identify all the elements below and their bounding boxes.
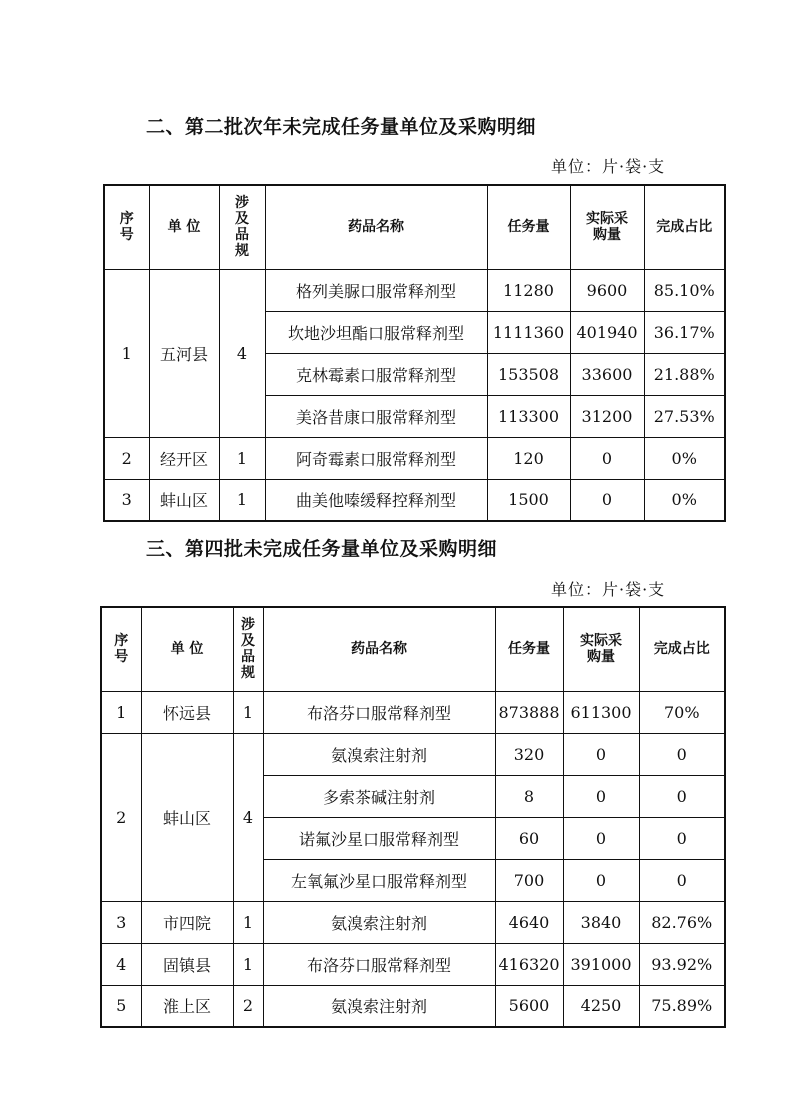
actual-cell: 401940 [570, 311, 644, 353]
unit-cell: 市四院 [141, 901, 233, 943]
seq-cell: 2 [104, 437, 149, 479]
header-actual: 实际采购量 [563, 607, 639, 691]
task-cell: 153508 [487, 353, 570, 395]
actual-cell: 0 [570, 437, 644, 479]
actual-cell: 0 [563, 733, 639, 775]
actual-cell: 9600 [570, 269, 644, 311]
drug-name-cell: 美洛昔康口服常释剂型 [265, 395, 487, 437]
involved-count-cell: 1 [219, 479, 265, 521]
section2-table [103, 184, 726, 522]
actual-cell: 611300 [563, 691, 639, 733]
task-cell: 873888 [495, 691, 563, 733]
unit-cell: 淮上区 [141, 985, 233, 1027]
ratio-cell: 82.76% [639, 901, 725, 943]
task-cell: 1500 [487, 479, 570, 521]
ratio-cell: 0% [644, 479, 725, 521]
drug-name-cell: 氨溴索注射剂 [263, 901, 495, 943]
drug-name-cell: 诺氟沙星口服常释剂型 [263, 817, 495, 859]
header-unit: 单 位 [141, 607, 233, 691]
section3-unit-note: 单位：片·袋·支 [551, 580, 666, 599]
header-task: 任务量 [487, 185, 570, 269]
ratio-cell: 0 [639, 733, 725, 775]
section3-table [100, 606, 726, 1028]
drug-name-cell: 左氧氟沙星口服常释剂型 [263, 859, 495, 901]
involved-count-cell: 1 [233, 943, 263, 985]
ratio-cell: 0 [639, 859, 725, 901]
task-cell: 1111360 [487, 311, 570, 353]
unit-cell: 蚌山区 [141, 733, 233, 901]
header-seq: 序号 [101, 607, 141, 691]
header-involved: 涉及品规 [233, 607, 263, 691]
unit-cell: 怀远县 [141, 691, 233, 733]
header-actual: 实际采购量 [570, 185, 644, 269]
drug-name-cell: 氨溴索注射剂 [263, 733, 495, 775]
drug-name-cell: 曲美他嗪缓释控释剂型 [265, 479, 487, 521]
actual-cell: 4250 [563, 985, 639, 1027]
table-row [104, 479, 725, 521]
header-involved: 涉及品规 [219, 185, 265, 269]
involved-count-cell: 1 [233, 901, 263, 943]
section2-table-body [104, 269, 725, 521]
section3-table-body [101, 691, 725, 1027]
task-cell: 700 [495, 859, 563, 901]
table-row [101, 943, 725, 985]
task-cell: 416320 [495, 943, 563, 985]
ratio-cell: 0 [639, 775, 725, 817]
header-drug: 药品名称 [263, 607, 495, 691]
ratio-cell: 70% [639, 691, 725, 733]
actual-cell: 33600 [570, 353, 644, 395]
table-row [104, 437, 725, 479]
drug-name-cell: 布洛芬口服常释剂型 [263, 943, 495, 985]
drug-name-cell: 多索茶碱注射剂 [263, 775, 495, 817]
header-seq: 序号 [104, 185, 149, 269]
drug-name-cell: 克林霉素口服常释剂型 [265, 353, 487, 395]
unit-cell: 五河县 [149, 269, 219, 437]
table-row [101, 733, 725, 775]
task-cell: 320 [495, 733, 563, 775]
drug-name-cell: 布洛芬口服常释剂型 [263, 691, 495, 733]
ratio-cell: 93.92% [639, 943, 725, 985]
seq-cell: 1 [101, 691, 141, 733]
ratio-cell: 21.88% [644, 353, 725, 395]
task-cell: 5600 [495, 985, 563, 1027]
task-cell: 11280 [487, 269, 570, 311]
seq-cell: 1 [104, 269, 149, 437]
drug-name-cell: 格列美脲口服常释剂型 [265, 269, 487, 311]
table-row [101, 985, 725, 1027]
seq-cell: 5 [101, 985, 141, 1027]
involved-count-cell: 4 [219, 269, 265, 437]
ratio-cell: 0 [639, 817, 725, 859]
actual-cell: 0 [563, 859, 639, 901]
header-unit: 单 位 [149, 185, 219, 269]
ratio-cell: 85.10% [644, 269, 725, 311]
involved-count-cell: 4 [233, 733, 263, 901]
seq-cell: 4 [101, 943, 141, 985]
involved-count-cell: 1 [233, 691, 263, 733]
task-cell: 8 [495, 775, 563, 817]
actual-cell: 0 [570, 479, 644, 521]
header-ratio: 完成占比 [644, 185, 725, 269]
involved-count-cell: 1 [219, 437, 265, 479]
header-ratio: 完成占比 [639, 607, 725, 691]
drug-name-cell: 坎地沙坦酯口服常释剂型 [265, 311, 487, 353]
table-row [104, 269, 725, 311]
drug-name-cell: 氨溴索注射剂 [263, 985, 495, 1027]
table-row [101, 691, 725, 733]
section2-unit-note: 单位：片·袋·支 [551, 157, 666, 176]
task-cell: 60 [495, 817, 563, 859]
table-row [101, 901, 725, 943]
seq-cell: 3 [104, 479, 149, 521]
ratio-cell: 36.17% [644, 311, 725, 353]
task-cell: 120 [487, 437, 570, 479]
section3-title: 三、第四批未完成任务量单位及采购明细 [146, 538, 498, 560]
task-cell: 113300 [487, 395, 570, 437]
drug-name-cell: 阿奇霉素口服常释剂型 [265, 437, 487, 479]
seq-cell: 3 [101, 901, 141, 943]
ratio-cell: 27.53% [644, 395, 725, 437]
unit-cell: 蚌山区 [149, 479, 219, 521]
involved-count-cell: 2 [233, 985, 263, 1027]
header-task: 任务量 [495, 607, 563, 691]
ratio-cell: 0% [644, 437, 725, 479]
actual-cell: 3840 [563, 901, 639, 943]
task-cell: 4640 [495, 901, 563, 943]
actual-cell: 0 [563, 817, 639, 859]
actual-cell: 391000 [563, 943, 639, 985]
ratio-cell: 75.89% [639, 985, 725, 1027]
actual-cell: 31200 [570, 395, 644, 437]
unit-cell: 固镇县 [141, 943, 233, 985]
actual-cell: 0 [563, 775, 639, 817]
header-drug: 药品名称 [265, 185, 487, 269]
section2-title: 二、第二批次年未完成任务量单位及采购明细 [146, 116, 537, 138]
seq-cell: 2 [101, 733, 141, 901]
unit-cell: 经开区 [149, 437, 219, 479]
